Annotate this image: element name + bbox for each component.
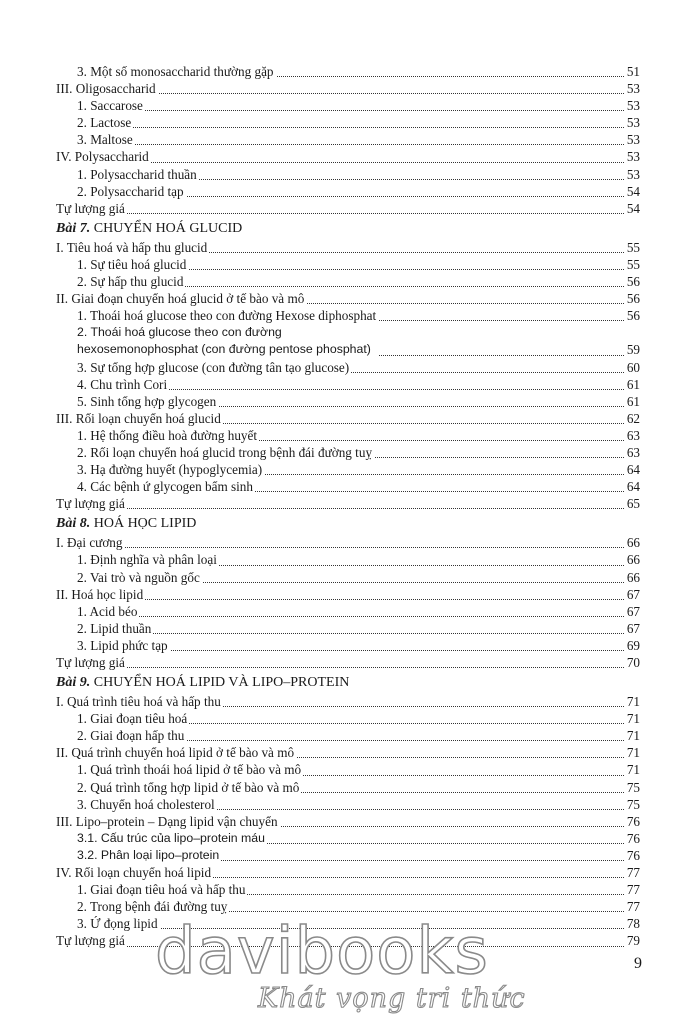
- toc-entry-page: 63: [626, 444, 640, 460]
- toc-entry-page: 77: [626, 899, 640, 915]
- toc-entry-page: 77: [626, 865, 640, 881]
- toc-entry: [0, 534, 700, 551]
- toc-entry: [0, 898, 700, 915]
- lesson-heading-text: [56, 220, 244, 237]
- lesson-label: Bài 9.: [56, 675, 91, 690]
- toc-entry: [0, 637, 700, 654]
- toc-entry-page: 56: [626, 308, 640, 324]
- toc-entry: [0, 183, 700, 200]
- lesson-title: HOÁ HỌC LIPID: [93, 516, 197, 532]
- toc-entry: [0, 273, 700, 290]
- toc-entry: [0, 813, 700, 830]
- toc-entry: [0, 603, 700, 620]
- toc-entry-text: 4. Chu trình Cori: [77, 376, 168, 392]
- toc-entry-text: Tự lượng giá: [56, 933, 125, 949]
- toc-entry-text: 2. Lipid thuần: [77, 620, 152, 636]
- toc-entry-text: 1. Giai đoạn tiêu hoá: [77, 711, 188, 727]
- watermark-brand: davibooks: [155, 915, 489, 989]
- toc-entry-text: II. Hoá học lipid: [56, 586, 144, 602]
- toc-entry: [0, 444, 700, 461]
- toc-entry-page: 64: [626, 462, 640, 478]
- toc-entry-text: 2. Giai đoạn hấp thu: [77, 728, 185, 744]
- toc-entry: [0, 239, 700, 256]
- watermark: [0, 915, 700, 1028]
- toc-entry-text: IV. Rối loạn chuyển hoá lipid: [56, 865, 212, 881]
- toc-entry-page: 75: [626, 779, 640, 795]
- toc-entry-page: 66: [626, 569, 640, 585]
- toc-entry: [0, 830, 700, 847]
- toc-entry-text: III. Lipo–protein – Dạng lipid vận chuyển: [56, 813, 278, 829]
- lesson-heading-text: [56, 515, 198, 532]
- dot-leader: [60, 599, 638, 600]
- toc-entry-page: 71: [626, 762, 640, 778]
- toc-entry-text: 3. Ứ đọng lipid: [77, 916, 158, 932]
- toc-entry: [0, 80, 700, 97]
- dot-leader: [80, 633, 638, 634]
- toc-entry-text: 2. Trong bệnh đái đường tuỵ: [77, 899, 228, 915]
- dot-leader: [80, 110, 638, 111]
- toc-entry: [0, 461, 700, 478]
- toc-entry: [0, 410, 700, 427]
- dot-leader: [60, 508, 638, 509]
- table-of-contents: [0, 63, 700, 950]
- toc-entry-text: 1. Saccarose: [77, 98, 143, 114]
- toc-entry-text: 3. Lipid phức tạp: [77, 637, 168, 653]
- dot-leader: [60, 213, 638, 214]
- toc-entry: [0, 586, 700, 603]
- toc-entry-page: 54: [626, 200, 640, 216]
- toc-entry-page: 71: [626, 694, 640, 710]
- toc-entry-text: 4. Các bệnh ứ glycogen bẩm sinh: [77, 479, 253, 495]
- toc-entry-page: 53: [626, 166, 640, 182]
- toc-entry-text: 1. Hệ thống điều hoà đường huyết: [77, 427, 258, 443]
- toc-entry-text: 2. Quá trình tổng hợp lipid ở tế bào và mô: [77, 779, 300, 795]
- toc-entry-page: 62: [626, 410, 640, 426]
- toc-entry-text: II. Giai đoạn chuyển hoá glucid ở tế bào và mô: [56, 291, 305, 307]
- toc-entry-page: 60: [626, 359, 640, 375]
- toc-entry: [0, 393, 700, 410]
- toc-entry-text: III. Rối loạn chuyển hoá glucid: [56, 410, 221, 426]
- lesson-title: CHUYỂN HOÁ LIPID VÀ LIPO–PROTEIN: [93, 675, 350, 690]
- toc-entry: [0, 114, 700, 131]
- toc-entry-text: 2. Polysaccharid tạp: [77, 183, 184, 199]
- dot-leader: [80, 144, 638, 145]
- toc-entry-text: I. Đại cương: [56, 535, 123, 551]
- toc-entry: [0, 290, 700, 307]
- toc-entry: [0, 569, 700, 586]
- dot-leader: [60, 547, 638, 548]
- lesson-heading: [0, 512, 700, 534]
- toc-entry-text: Tự lượng giá: [56, 655, 125, 670]
- lesson-label: Bài 8.: [56, 516, 91, 532]
- toc-entry-text: 1. Acid béo: [77, 603, 138, 619]
- toc-entry-text: 3. Sự tổng hợp glucose (con đường tân tạo glucose): [77, 359, 350, 375]
- toc-entry-page: 71: [626, 711, 640, 727]
- toc-entry-page: 61: [626, 376, 640, 392]
- page-number: 9: [634, 955, 642, 972]
- toc-entry-page: 53: [626, 132, 640, 148]
- toc-entry: [0, 200, 700, 217]
- toc-entry-page: 56: [626, 291, 640, 307]
- toc-entry-text: 2. Rối loạn chuyển hoá glucid trong bệnh đái đường tuỵ: [77, 444, 373, 460]
- toc-entry: [0, 761, 700, 778]
- toc-entry-page: 56: [626, 274, 640, 290]
- toc-entry: [0, 427, 700, 444]
- toc-entry-text: 3.2. Phân loại lipo–protein: [77, 847, 221, 864]
- toc-entry-page: 53: [626, 149, 640, 165]
- toc-entry-text: 3. Maltose: [77, 132, 133, 148]
- lesson-heading: [0, 217, 700, 239]
- toc-entry-text: 1. Giai đoạn tiêu hoá và hấp thu: [77, 882, 246, 898]
- toc-entry: [0, 864, 700, 881]
- toc-entry: [0, 148, 700, 165]
- toc-entry-text: 3. Một số monosaccharid thường gặp: [77, 64, 274, 79]
- toc-entry-page: 67: [626, 586, 640, 602]
- toc-entry: [0, 693, 700, 710]
- toc-entry: [0, 551, 700, 568]
- toc-entry-page: 67: [626, 603, 640, 619]
- dot-leader: [60, 667, 638, 668]
- toc-entry: [0, 495, 700, 512]
- toc-entry: [0, 63, 700, 80]
- toc-entry-page: 64: [626, 479, 640, 495]
- toc-entry-page: 53: [626, 115, 640, 131]
- toc-entry-page: 69: [626, 637, 640, 653]
- toc-entry: [0, 847, 700, 864]
- toc-entry-page: 77: [626, 882, 640, 898]
- toc-entry-text: I. Quá trình tiêu hoá và hấp thu: [56, 694, 221, 710]
- toc-entry-text: 5. Sinh tổng hợp glycogen: [77, 393, 217, 409]
- toc-entry-text: Tự lượng giá: [56, 496, 125, 512]
- toc-entry-page: 76: [626, 813, 640, 829]
- toc-entry-text: Tự lượng giá: [56, 200, 125, 216]
- toc-entry-text: III. Oligosaccharid: [56, 81, 156, 97]
- toc-entry: [0, 256, 700, 273]
- toc-entry: [0, 620, 700, 637]
- toc-entry-text: 2. Vai trò và nguồn gốc: [77, 569, 200, 585]
- toc-entry: [0, 359, 700, 376]
- dot-leader: [80, 616, 638, 617]
- toc-entry-text: 3. Hạ đường huyết (hypoglycemia): [77, 462, 263, 478]
- toc-entry: [0, 376, 700, 393]
- toc-entry: [0, 727, 700, 744]
- lesson-label: Bài 7.: [56, 220, 91, 236]
- toc-entry: [0, 478, 700, 495]
- toc-entry-page: 51: [626, 64, 640, 79]
- toc-entry: [0, 779, 700, 796]
- watermark-tagline: Khát vọng tri thức: [258, 983, 526, 1014]
- dot-leader: [80, 127, 638, 128]
- toc-entry-page: 63: [626, 427, 640, 443]
- toc-entry-page: 79: [626, 933, 640, 949]
- toc-entry: [0, 744, 700, 761]
- toc-entry: [0, 324, 700, 358]
- toc-entry-text: II. Quá trình chuyển hoá lipid ở tế bào và mô: [56, 745, 295, 761]
- toc-entry: [0, 307, 700, 324]
- toc-entry-text: 2. Lactose: [77, 115, 132, 131]
- toc-entry-page: 59: [626, 342, 640, 358]
- toc-entry: [0, 881, 700, 898]
- toc-entry-page: 55: [626, 239, 640, 255]
- toc-entry-page: 78: [626, 916, 640, 932]
- toc-entry-text: 2. Thoái hoá glucose theo con đường hexosemonophosphat (con đường pentose phosphat): [77, 324, 379, 358]
- toc-entry-text: 1. Định nghĩa và phân loại: [77, 552, 217, 568]
- toc-entry-text: 1. Sự tiêu hoá glucid: [77, 256, 187, 272]
- toc-entry-text: 3.1. Cấu trúc của lipo–protein máu: [77, 830, 267, 847]
- toc-entry-page: 67: [626, 620, 640, 636]
- toc-entry-text: 1. Quá trình thoái hoá lipid ở tế bào và mô: [77, 762, 302, 778]
- toc-entry-page: 71: [626, 728, 640, 744]
- toc-entry-text: I. Tiêu hoá và hấp thu glucid: [56, 239, 208, 255]
- toc-entry-page: 66: [626, 552, 640, 568]
- lesson-title: CHUYỂN HOÁ GLUCID: [93, 220, 243, 236]
- toc-entry-text: 1. Thoái hoá glucose theo con đường Hexose diphosphat: [77, 308, 377, 324]
- toc-entry-page: 76: [626, 847, 640, 863]
- toc-entry: [0, 710, 700, 727]
- toc-entry-page: 53: [626, 81, 640, 97]
- toc-entry-page: 65: [626, 496, 640, 512]
- toc-entry: [0, 131, 700, 148]
- toc-entry-text: 1. Polysaccharid thuần: [77, 166, 197, 182]
- toc-entry: [0, 166, 700, 183]
- toc-entry-page: 53: [626, 98, 640, 114]
- toc-entry-page: 75: [626, 796, 640, 812]
- lesson-heading: [0, 671, 700, 693]
- toc-entry-page: 66: [626, 535, 640, 551]
- toc-entry-page: 76: [626, 830, 640, 846]
- toc-entry-text: 2. Sự hấp thu glucid: [77, 274, 184, 290]
- toc-entry-page: 54: [626, 183, 640, 199]
- toc-entry: [0, 796, 700, 813]
- toc-entry: [0, 654, 700, 671]
- lesson-heading-text: [56, 674, 351, 691]
- toc-entry: [0, 97, 700, 114]
- toc-entry-page: 55: [626, 256, 640, 272]
- toc-entry-page: 61: [626, 393, 640, 409]
- toc-entry-page: 70: [626, 655, 640, 670]
- toc-entry-text: 3. Chuyển hoá cholesterol: [77, 796, 215, 812]
- toc-entry-page: 71: [626, 745, 640, 761]
- toc-entry-text: IV. Polysaccharid: [56, 149, 149, 165]
